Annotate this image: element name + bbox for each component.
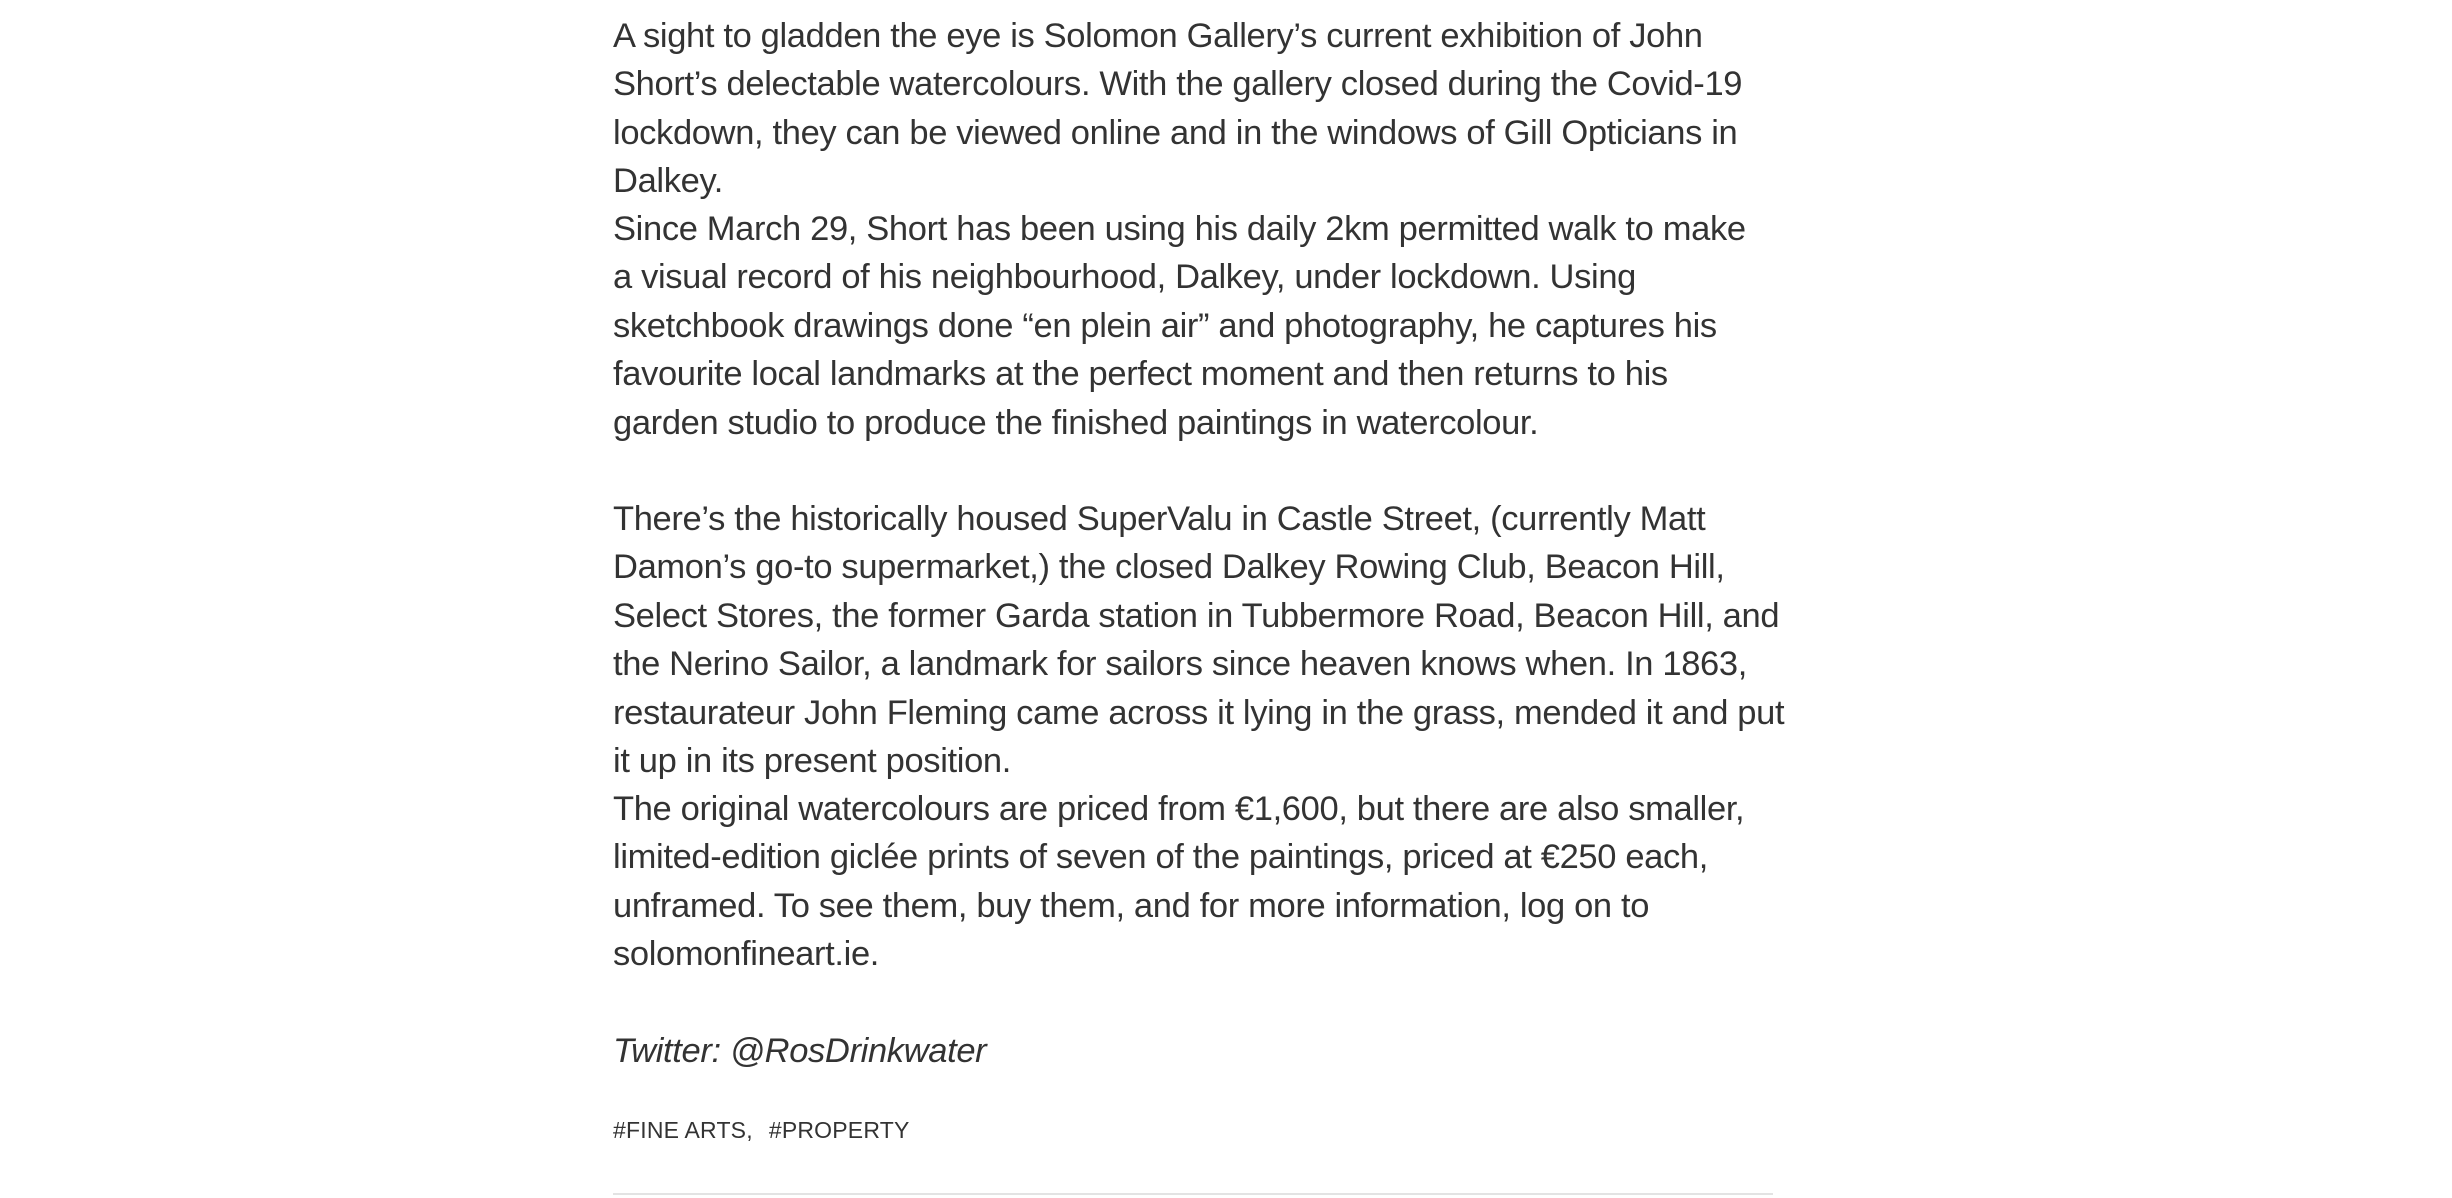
tag-property[interactable]: #PROPERTY (768, 1117, 910, 1143)
article-paragraph-1: A sight to gladden the eye is Solomon Gallery’s current exhibition of John Short’s delectable watercolours. With the gallery closed during the Covid-19 lockdown, they can be viewed online and in the windows of Gill Opticians in Dalkey. (613, 17, 1743, 201)
article-paragraph-4: The original watercolours are priced from €1,600, but there are also smaller, limited-edition giclée prints of seven of the paintings, priced at €250 each, unframed. To see them, buy them, and for more information, log on to solomonfineart.ie. (613, 790, 1745, 974)
tag-separator: , (746, 1117, 753, 1143)
tag-list (613, 1114, 910, 1146)
author-twitter-handle: Twitter: @RosDrinkwater (613, 1032, 987, 1070)
article-divider (613, 1193, 1773, 1195)
tag-fine-arts[interactable]: #FINE ARTS (613, 1117, 747, 1143)
article-paragraph-3: There’s the historically housed SuperValu in Castle Street, (currently Matt Damon’s go-to supermarket,) the closed Dalkey Rowing Club, Beacon Hill, Select Stores, the former Garda station in Tubbermore Road, Beacon Hill, and the Nerino Sailor, a landmark for sailors since heaven knows when. In 1863, restaurateur John Fleming came across it lying in the grass, mended it and put it up in its present position. (613, 500, 1785, 781)
article-paragraph-2: Since March 29, Short has been using his daily 2km permitted walk to make a visual record of his neighbourhood, Dalkey, under lockdown. Using sketchbook drawings done “en plein air” and photography, he captures his favourite local landmarks at the perfect moment and then returns to his garden studio to produce the finished paintings in watercolour. (613, 210, 1746, 442)
